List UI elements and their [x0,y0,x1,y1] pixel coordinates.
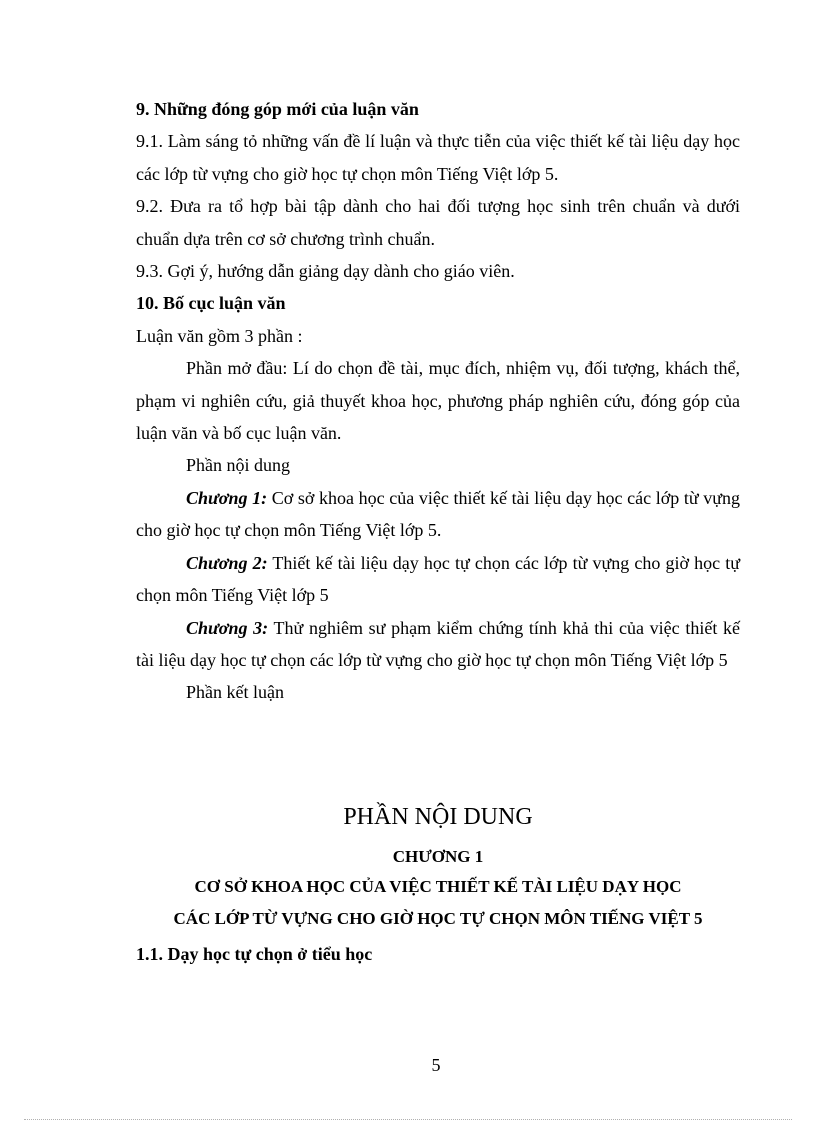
paragraph-9-2: 9.2. Đưa ra tổ hợp bài tập dành cho hai đối tượng học sinh trên chuẩn và dưới chuẩn dựa trên cơ sở chương trình chuẩn. [136,196,740,249]
page-bottom-divider [24,1119,792,1120]
heading-thesis-structure: 10. Bố cục luận văn [136,293,286,314]
paragraph-opening-part: Phần mở đầu: Lí do chọn đề tài, mục đích, nhiệm vụ, đối tượng, khách thể, phạm vi nghiên cứu, giả thuyết khoa học, phương pháp nghiên cứu, đóng góp của luận văn và bố cục luận văn. [136,358,740,444]
chapter-2-text: Thiết kế tài liệu dạy học tự chọn các lớp từ vựng cho giờ học tự chọn môn Tiếng Việt lớp 5 [136,552,740,606]
chapter-2-label: Chương 2: [186,552,268,573]
chapter-title-line-2: CÁC LỚP TỪ VỰNG CHO GIỜ HỌC TỰ CHỌN MÔN TIẾNG VIỆT 5 [173,909,703,928]
chapter-3-text: Thử nghiêm sư phạm kiểm chứng tính khả thi của việc thiết kế tài liệu dạy học tự chọn các lớp từ vựng cho giờ học tự chọn môn Tiếng Việt lớp 5 [136,617,741,670]
part-title: PHẦN NỘI DUNG [343,804,533,830]
paragraph-chapter-3 [136,612,740,677]
paragraph-chapter-1 [136,482,740,547]
paragraph-conclusion-part: Phần kết luận [186,682,284,703]
paragraph-9-3: 9.3. Gợi ý, hướng dẫn giảng dạy dành cho giáo viên. [136,261,515,282]
chapter-number: CHƯƠNG 1 [392,847,484,866]
subsection-heading: 1.1. Dạy học tự chọn ở tiểu học [136,944,373,964]
paragraph-chapter-2 [136,547,740,612]
chapter-1-label: Chương 1: [186,487,268,508]
chapter-3-label: Chương 3: [186,617,269,638]
paragraph-content-part: Phần nội dung [186,455,291,476]
chapter-title-line-1: CƠ SỞ KHOA HỌC CỦA VIỆC THIẾT KẾ TÀI LIỆU DẠY HỌC [194,877,682,896]
page-number: 5 [431,1055,441,1075]
paragraph-9-1: 9.1. Làm sáng tỏ những vấn đề lí luận và thực tiễn của việc thiết kế tài liệu dạy học các lớp từ vựng cho giờ học tự chọn môn Tiếng Việt lớp 5. [136,131,740,184]
paragraph-structure-intro: Luận văn gồm 3 phần : [136,325,303,346]
body-text [136,93,740,709]
chapter-1-text: Cơ sở khoa học của việc thiết kế tài liệu dạy học các lớp từ vựng cho giờ học tự chọn môn Tiếng Việt lớp 5. [136,487,740,541]
heading-new-contributions: 9. Những đóng góp mới của luận văn [136,99,419,119]
